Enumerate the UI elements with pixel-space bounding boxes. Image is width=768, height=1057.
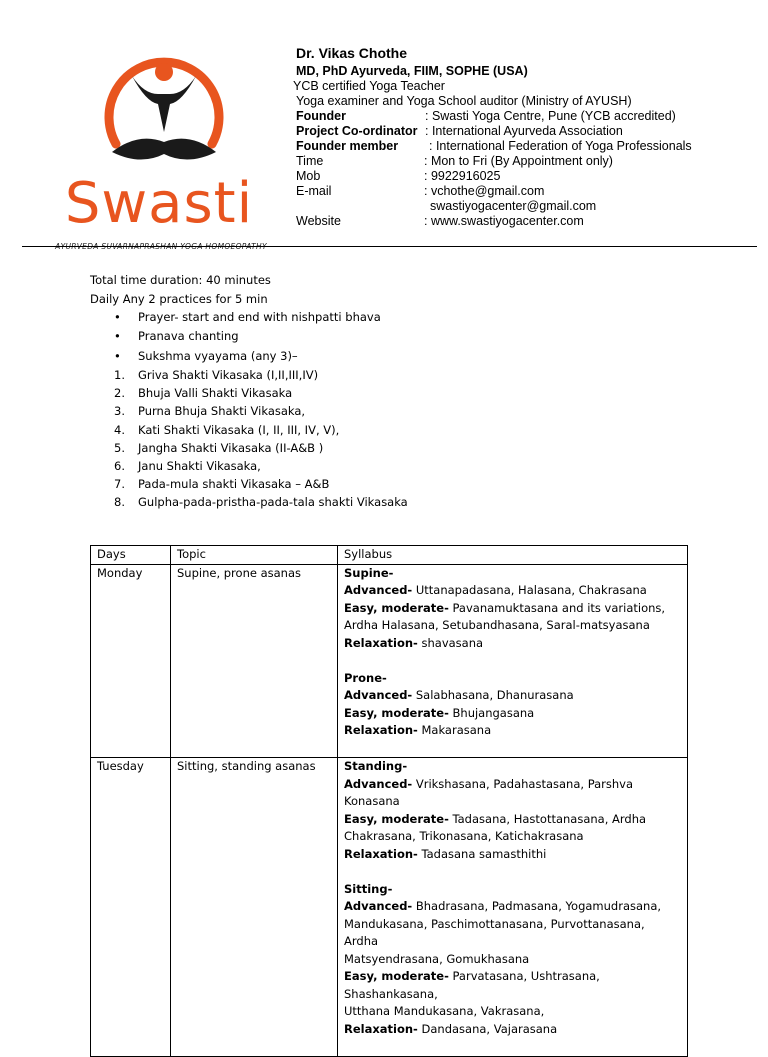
founder-member-value: : International Federation of Yoga Professionals	[429, 139, 692, 153]
syllabus-line: Advanced- Bhadrasana, Padmasana, Yogamudrasana,	[344, 899, 662, 913]
header-divider	[22, 246, 757, 247]
syllabus-line: Chakrasana, Trikonasana, Katichakrasana	[344, 829, 584, 843]
syllabus-spacer	[344, 863, 681, 881]
bullet-icon: •	[114, 349, 121, 363]
topic-cell: Sitting, standing asanas	[171, 758, 338, 1057]
header-line-1: YCB certified Yoga Teacher	[293, 79, 445, 93]
syllabus-line: Mandukasana, Paschimottanasana, Purvottanasana, Ardha	[344, 916, 645, 948]
column-header-topic: Topic	[171, 546, 338, 565]
daily-practices: Daily Any 2 practices for 5 min	[90, 292, 268, 306]
day-cell: Monday	[91, 564, 171, 758]
logo-wordmark: Swasti	[64, 171, 254, 236]
mobile-label: Mob	[296, 169, 321, 183]
syllabus-line: Easy, moderate- Tadasana, Hastottanasana, Ardha	[344, 811, 647, 826]
founder-value: : Swasti Yoga Centre, Pune (YCB accredited)	[425, 109, 676, 123]
project-coordinator-value: : International Ayurveda Association	[425, 124, 623, 138]
syllabus-line: Easy, moderate- Bhujangasana	[344, 705, 535, 720]
swasti-logo	[48, 32, 270, 236]
project-coordinator-label: Project Co-ordinator	[296, 124, 418, 138]
mobile-value: : 9922916025	[424, 169, 501, 183]
email-label: E-mail	[296, 184, 332, 198]
syllabus-line: Standing-	[344, 759, 408, 773]
founder-member-label: Founder member	[296, 139, 399, 153]
total-duration: Total time duration: 40 minutes	[90, 273, 271, 287]
time-label: Time	[296, 154, 324, 168]
syllabus-line: Utthana Mandukasana, Vakrasana,	[344, 1004, 545, 1018]
bullet-icon: •	[114, 329, 121, 343]
weekly-schedule-table	[90, 545, 688, 1057]
day-cell: Tuesday	[91, 758, 171, 1057]
syllabus-line: Supine-	[344, 565, 394, 580]
email-value-1[interactable]: : vchothe@gmail.com	[424, 184, 545, 198]
header-line-2: Yoga examiner and Yoga School auditor (Ministry of AYUSH)	[296, 94, 632, 108]
website-label: Website	[296, 214, 341, 228]
syllabus-line: Relaxation- shavasana	[344, 635, 484, 650]
syllabus-line: Easy, moderate- Pavanamuktasana and its variations,	[344, 600, 666, 615]
bullet-icon: •	[114, 310, 121, 324]
doctor-name: Dr. Vikas Chothe	[296, 45, 408, 61]
syllabus-line: Relaxation- Makarasana	[344, 723, 492, 737]
syllabus-line: Sitting-	[344, 881, 393, 896]
syllabus-spacer	[344, 740, 681, 758]
syllabus-cell	[338, 564, 688, 758]
table-header-row	[91, 546, 688, 565]
syllabus-spacer	[344, 652, 681, 670]
syllabus-line: Relaxation- Tadasana samasthithi	[344, 846, 547, 861]
syllabus-line: Advanced- Salabhasana, Dhanurasana	[344, 688, 574, 702]
founder-label: Founder	[296, 109, 346, 123]
meditating-figure-logo-icon	[48, 32, 270, 182]
table-row	[91, 758, 688, 1057]
email-value-2[interactable]: swastiyogacenter@gmail.com	[430, 199, 597, 213]
syllabus-line: Relaxation- Dandasana, Vajarasana	[344, 1021, 558, 1036]
table-row	[91, 564, 688, 758]
syllabus-line: Advanced- Vrikshasana, Padahastasana, Parshva Konasana	[344, 776, 634, 808]
syllabus-line: Matsyendrasana, Gomukhasana	[344, 951, 530, 966]
syllabus-spacer	[344, 1038, 681, 1056]
syllabus-line: Prone-	[344, 670, 387, 685]
time-value: : Mon to Fri (By Appointment only)	[424, 154, 613, 168]
column-header-syllabus: Syllabus	[338, 546, 688, 565]
syllabus-cell	[338, 758, 688, 1057]
topic-cell: Supine, prone asanas	[171, 564, 338, 758]
website-value[interactable]: : www.swastiyogacenter.com	[424, 214, 584, 228]
syllabus-line: Easy, moderate- Parvatasana, Ushtrasana, Shashankasana,	[344, 969, 600, 1001]
syllabus-line: Advanced- Uttanapadasana, Halasana, Chakrasana	[344, 583, 647, 597]
syllabus-line: Ardha Halasana, Setubandhasana, Saral-matsyasana	[344, 618, 650, 632]
column-header-days: Days	[91, 546, 171, 565]
qualifications: MD, PhD Ayurveda, FIIM, SOPHE (USA)	[296, 64, 528, 78]
